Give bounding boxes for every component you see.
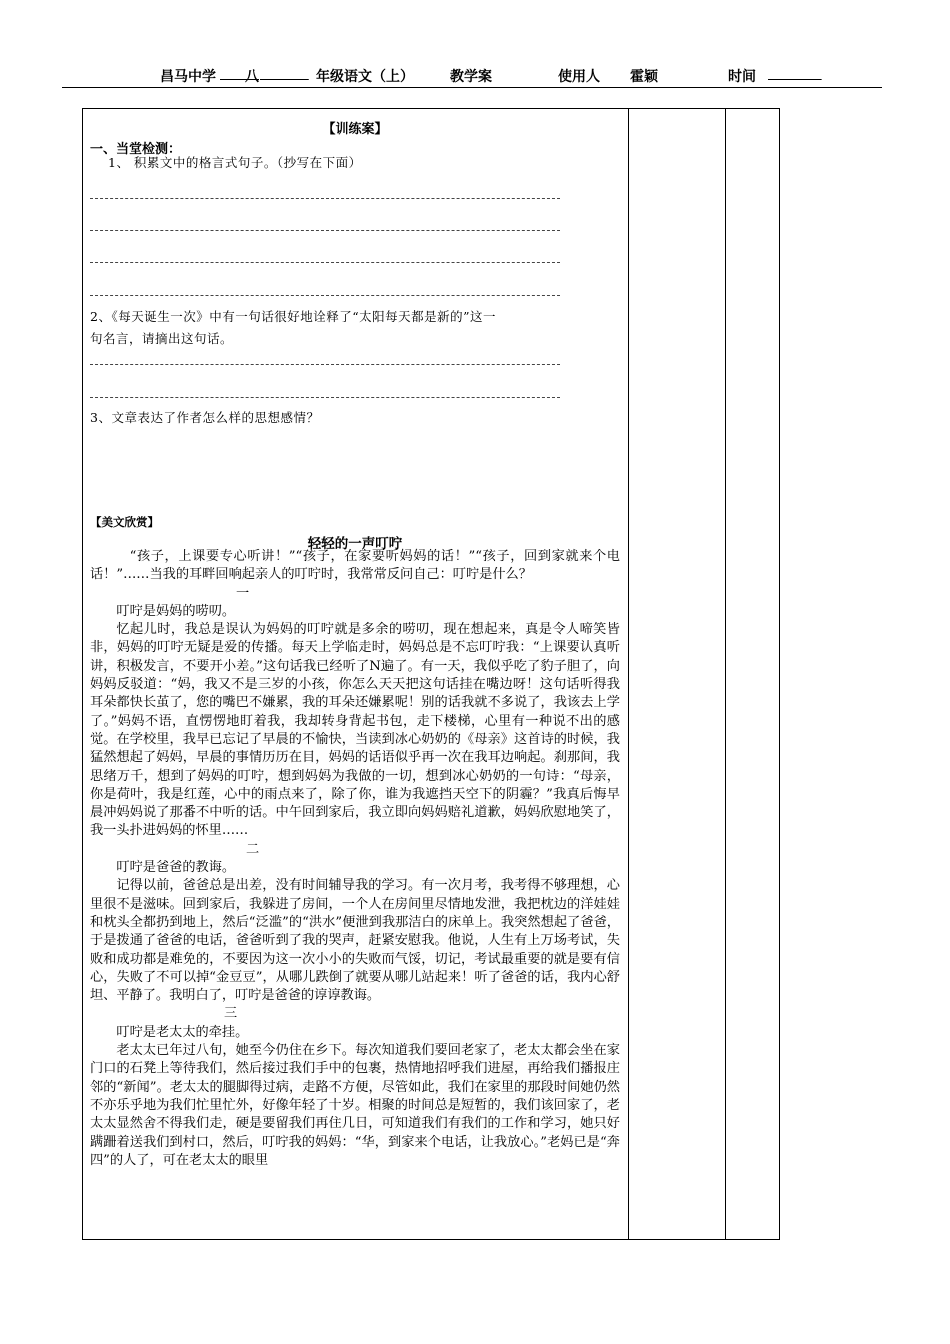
- header-rule: [62, 87, 882, 88]
- part-number: 二: [246, 841, 260, 857]
- paragraph: 老太太已年过八旬，她至今仍住在乡下。每次知道我们要回老家了，老太太都会坐在家门口的石凳上等待我们，然后接过我们手中的包裹，热情地招呼我们进屋，再给我们播报庄邻的“新闻”。老太太的腿脚得过病，走路不方便，尽管如此，我们在家里的那段时间她仍然不亦乐乎地为我们忙里忙外，好像年轻了十岁。相聚的时间总是短暂的，我们该回家了，老太太显然舍不得我们走，硬是要留我们再住几日，可知道我们有我们的工作和学习，她只好蹒跚着送我们到村口，然后，叮咛我的妈妈：“华，到家来个电话，让我放心。”老妈已是“奔四”的人了，可在老太太的眼里: [90, 1043, 620, 1168]
- essay-body: [90, 548, 620, 1170]
- essay-section-label: 【美文欣赏】: [90, 515, 159, 529]
- paragraph: 记得以前，爸爸总是出差，没有时间辅导我的学习。有一次月考，我考得不够理想，心里很不是滋味。回到家后，我躲进了房间，一个人在房间里尽情地发泄，我把枕边的洋娃娃和枕头全都扔到地上，然后“泛滥”的“洪水”便泄到我那洁白的床单上。我突然想起了爸爸，于是拨通了爸爸的电话，爸爸听到了我的哭声，赶紧安慰我。他说，人生有上万场考试，失败和成功都是难免的，不要因为这一次小小的失败而气馁，切记，考试最重要的就是要有信心，失败了不可以掉“金豆豆”，从哪儿跌倒了就要从哪儿站起来！听了爸爸的话，我内心舒坦、平静了。我明白了，叮咛是爸爸的谆谆教诲。: [90, 878, 620, 1004]
- section-heading: 一、当堂检测：: [90, 142, 182, 157]
- subject-label: 年级语文（上）: [316, 69, 414, 85]
- column-divider-1: [628, 109, 629, 1239]
- answer-line: [90, 262, 560, 263]
- part-number: 一: [236, 585, 250, 601]
- paragraph: 忆起儿时，我总是误认为妈妈的叮咛就是多余的唠叨，现在想起来，真是令人啼笑皆非，妈妈的叮咛无疑是爱的传播。每天上学临走时，妈妈总是不忘叮咛我：“上课要认真听讲，积极发言，不要开小差。”这句话我已经听了N遍了。有一天，我似乎吃了豹子胆了，向妈妈反驳道：“妈，我又不是三岁的小孩，你怎么天天把这句话挂在嘴边呀！这句话听得我耳朵都快长茧了，您的嘴巴不嫌累，我的耳朵还嫌累呢！别的话我就不多说了，我该去上学了。”妈妈不语，直愣愣地盯着我，我却转身背起书包，走下楼梯，心里有一种说不出的感觉。在学校里，我早已忘记了早晨的不愉快，当读到冰心奶奶的《母亲》这首诗的时候，我猛然想起了妈妈，早晨的事情历历在目，妈妈的话语似乎再一次在我耳边响起。刹那间，我思绪万千，想到了妈妈的叮咛，想到妈妈为我做的一切，想到冰心奶奶的一句诗：“母亲，你是荷叶，我是红莲，心中的雨点来了，除了你，谁为我遮挡天空下的阴霾？”我真后悔早晨冲妈妈说了那番不中听的话。中午回到家后，我立即向妈妈赔礼道歉，妈妈欣慰地笑了，我一头扑进妈妈的怀里……: [90, 622, 620, 839]
- question-1: 1、 积累文中的格言式句子。（抄写在下面）: [108, 155, 362, 170]
- user-name: 霍颖: [630, 69, 658, 85]
- part-number: 三: [224, 1006, 238, 1022]
- essay-title: 轻轻的一声叮咛: [307, 536, 403, 552]
- user-label: 使用人: [558, 69, 600, 85]
- question-2-line1: 2、《每天诞生一次》中有一句话很好地诠释了“太阳每天都是新的”这一: [90, 309, 496, 324]
- answer-line: [90, 364, 560, 365]
- part-heading: 叮咛是妈妈的唠叨。: [116, 603, 236, 619]
- answer-line: [90, 397, 560, 398]
- answer-line: [90, 295, 560, 296]
- grade-blank-2: [260, 66, 309, 82]
- doc-type: 教学案: [450, 69, 492, 85]
- question-2-line2: 句名言，请摘出这句话。: [90, 331, 234, 346]
- essay-intro: “孩子，上课要专心听讲！”“孩子，在家要听妈妈的话！”“孩子，回到家就来个电话！”……当我的耳畔回响起亲人的叮咛时，我常常反问自己：叮咛是什么？: [90, 549, 620, 583]
- worksheet-title: 【训练案】: [322, 122, 388, 137]
- page-header: [62, 66, 882, 86]
- school-name: 昌马中学: [160, 69, 216, 85]
- question-3: 3、文章表达了作者怎么样的思想感情？: [90, 410, 320, 425]
- answer-line: [90, 230, 560, 231]
- grade-value: 八: [245, 69, 259, 85]
- answer-line: [90, 198, 560, 199]
- time-blank: [768, 66, 822, 82]
- part-heading: 叮咛是老太太的牵挂。: [116, 1024, 249, 1040]
- part-heading: 叮咛是爸爸的教诲。: [116, 860, 236, 876]
- column-divider-2: [725, 109, 726, 1239]
- time-label: 时间: [728, 69, 756, 85]
